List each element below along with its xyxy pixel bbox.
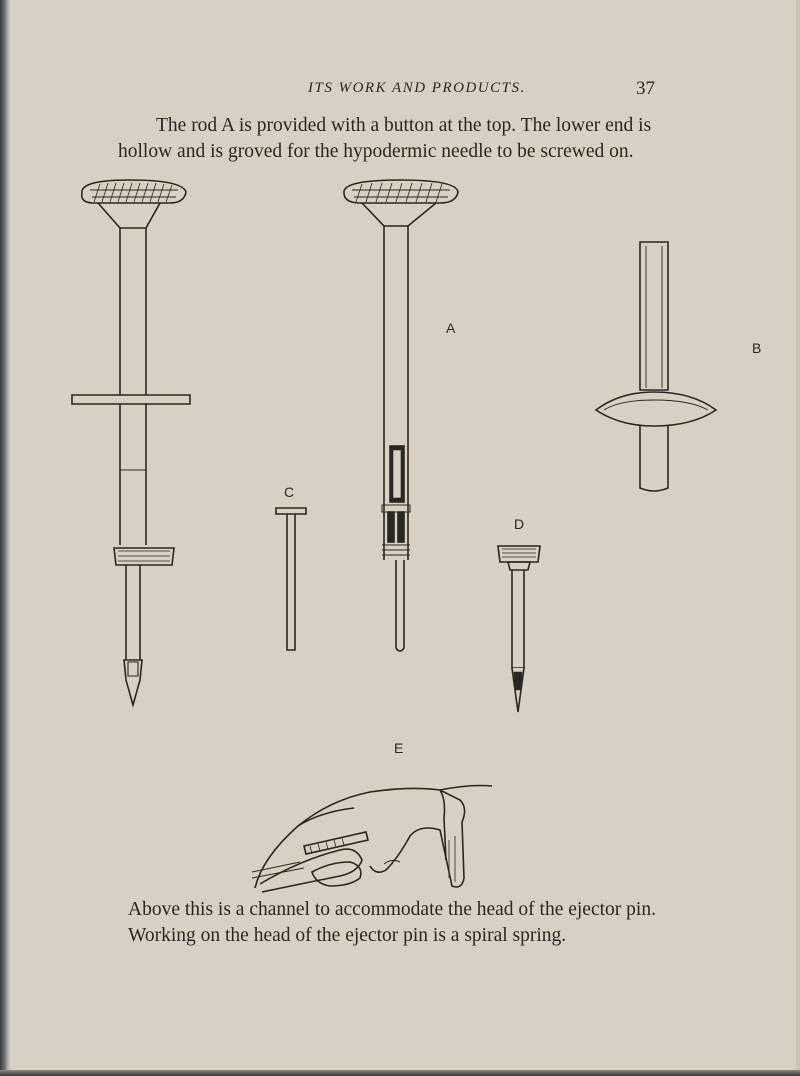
needle-d-drawing — [498, 546, 540, 712]
figure-label-b: B — [752, 340, 762, 356]
figure-label-d: D — [514, 516, 525, 532]
hand-holding-syringe-drawing — [252, 786, 492, 893]
caption-paragraph — [128, 897, 688, 949]
page-number: 37 — [636, 78, 655, 99]
page-bottom-edge — [0, 1070, 800, 1076]
assembled-syringe-drawing — [72, 180, 190, 705]
figure-label-e: E — [394, 740, 404, 756]
figure-label-c: C — [284, 484, 295, 500]
figure-label-a: A — [446, 320, 456, 336]
barrel-b-drawing — [596, 242, 716, 491]
caption-line-1: Above this is a channel to accommodate the head of the ejector pin. — [128, 899, 656, 920]
intro-line-1: The rod A is provided with a button at the top. The lower end is — [156, 115, 652, 136]
ejector-pin-c-drawing — [276, 508, 306, 650]
caption-line-2: Working on the head of the ejector pin is a spiral spring. — [128, 925, 567, 946]
plunger-a-drawing — [344, 180, 458, 651]
intro-line-2: hollow and is groved for the hypodermic needle to be screwed on. — [118, 141, 634, 162]
running-head: ITS WORK AND PRODUCTS. — [308, 80, 526, 96]
